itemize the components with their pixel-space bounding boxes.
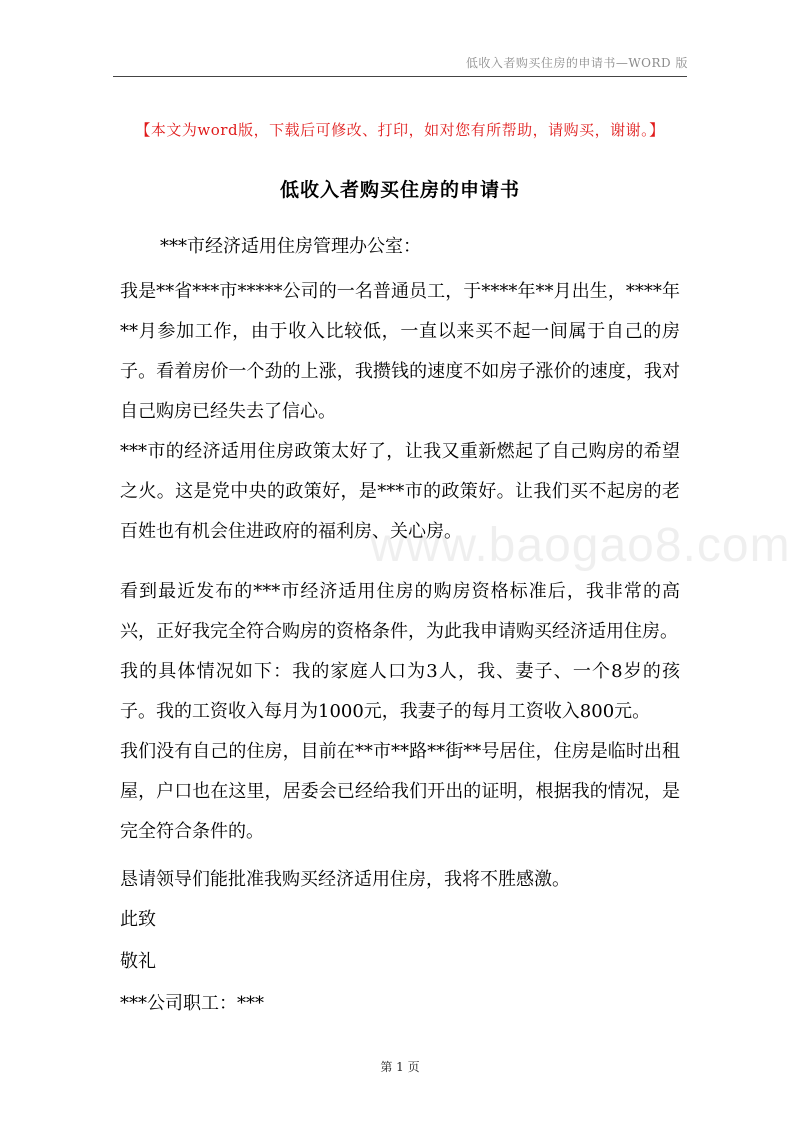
paragraph-2: ***市的经济适用住房政策太好了，让我又重新燃起了自己购房的希望之火。这是党中央的政策好，是***市的政策好。让我们买不起房的老百姓也有机会住进政府的福利房、关心房。: [120, 441, 680, 542]
paragraph-6: 恳请领导们能批准我购买经济适用住房，我将不胜感激。: [120, 869, 570, 890]
salutation: ***市经济适用住房管理办公室：: [160, 236, 421, 257]
document-title: 低收入者购买住房的申请书: [279, 179, 520, 201]
closing-line-1: 此致: [120, 909, 156, 930]
page-number: 第 1 页: [380, 1060, 420, 1074]
running-header: 低收入者购买住房的申请书—WORD 版: [465, 56, 688, 70]
paragraph-4: 我的具体情况如下：我的家庭人口为3人，我、妻子、一个8岁的孩子。我的工资收入每月为1000元，我妻子的每月工资收入800元。: [120, 661, 680, 722]
header-divider: [113, 76, 687, 77]
watermark: www.baogao8.com: [370, 519, 791, 572]
paragraph-3: 看到最近发布的***市经济适用住房的购房资格标准后，我非常的高兴，正好我完全符合购房的资格条件，为此我申请购买经济适用住房。: [120, 581, 680, 642]
paragraph-1: 我是**省***市*****公司的一名普通员工，于****年**月出生，****年**月参加工作，由于收入比较低，一直以来买不起一间属于自己的房子。看着房价一个劲的上涨，我攒钱的速度不如房子涨价的速度，我对自己购房已经失去了信心。: [120, 281, 680, 422]
signature-line: ***公司职工：***: [120, 993, 264, 1014]
purchase-notice: 【本文为word版，下载后可修改、打印，如对您有所帮助，请购买，谢谢。】: [135, 121, 665, 139]
paragraph-5: 我们没有自己的住房，目前在**市**路**街**号居住，住房是临时出租屋，户口也在这里，居委会已经给我们开出的证明，根据我的情况，是完全符合条件的。: [120, 741, 680, 842]
closing-line-2: 敬礼: [120, 951, 156, 972]
